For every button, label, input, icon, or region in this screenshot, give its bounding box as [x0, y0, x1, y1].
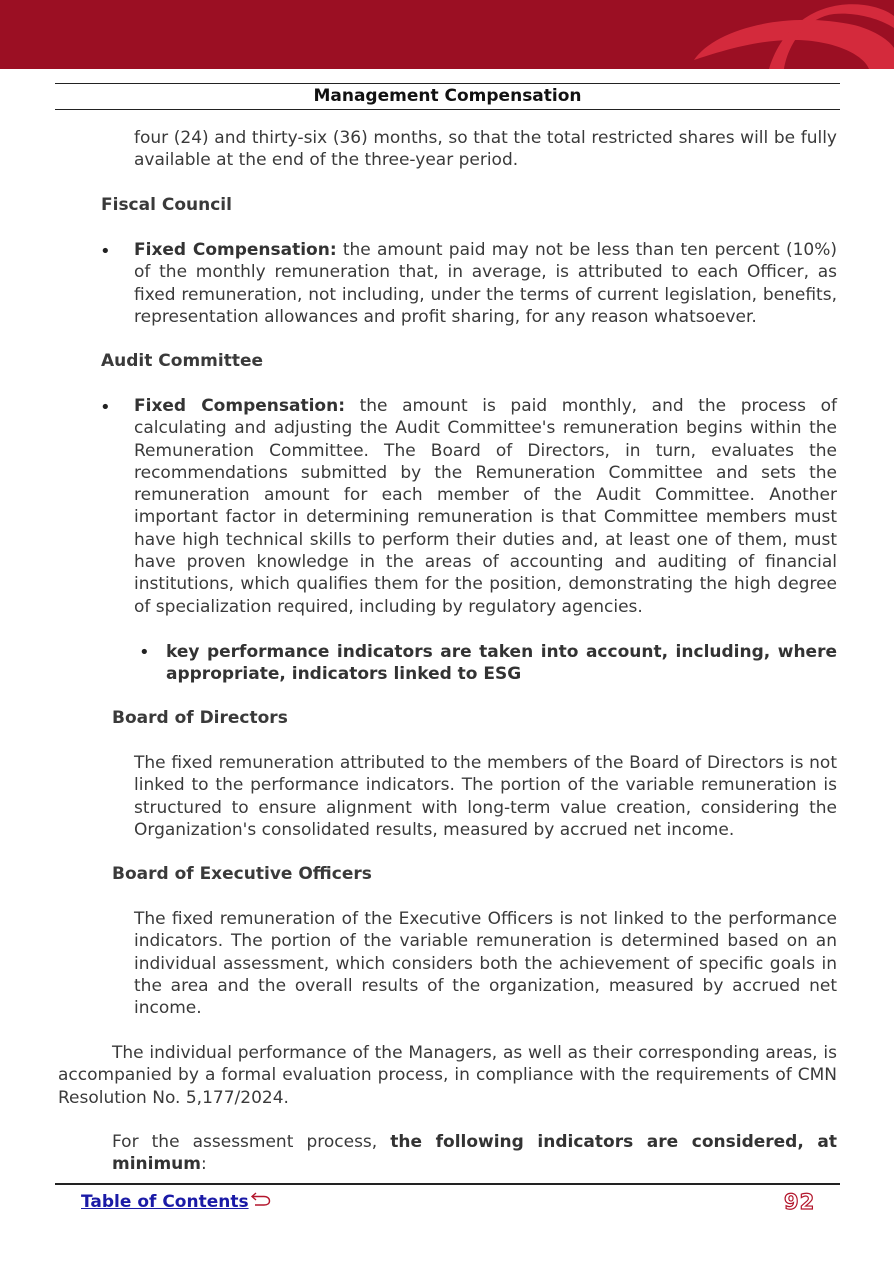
board-of-executive-officers-heading: Board of Executive Officers — [112, 864, 372, 884]
intro-continuation-paragraph: four (24) and thirty-six (36) months, so that the total restricted shares will be fully available at the end of the three-year period. — [134, 128, 837, 171]
header-rule-bottom — [55, 109, 840, 110]
header-rule-top — [55, 83, 840, 84]
audit-committee-heading: Audit Committee — [101, 351, 264, 371]
footer-rule — [55, 1183, 840, 1185]
fiscal-fixed-label: Fixed Compensation: — [134, 240, 337, 260]
fiscal-fixed-text: the amount paid may not be less than ten percent (10%) of the monthly remuneration that, in average, is attributed to each Officer, as fixed remuneration, not including, under the terms of current legislation, benefits, representation allowances and profit sharing, for any reason whatsoever. — [134, 240, 837, 327]
fiscal-council-heading: Fiscal Council — [101, 195, 232, 215]
board-of-directors-heading: Board of Directors — [112, 708, 288, 728]
page-number: 92 — [784, 1190, 816, 1214]
audit-fixed-label: Fixed Compensation: — [134, 396, 345, 416]
bullet-dot-icon: • — [100, 397, 111, 418]
table-of-contents-link[interactable]: Table of Contents — [81, 1192, 249, 1212]
managers-evaluation-paragraph: The individual performance of the Managers, as well as their corresponding areas, is accompanied by a formal evaluation process, in compliance with the requirements of CMN Resolution No. 5,177/2024. — [58, 1043, 837, 1108]
bullet-dot-icon: • — [100, 241, 111, 262]
assessment-prefix: For the assessment process, — [112, 1132, 391, 1152]
fiscal-fixed-compensation-item — [134, 239, 837, 328]
board-of-directors-paragraph: The fixed remuneration attributed to the members of the Board of Directors is not linked to the performance indicators. The portion of the variable remuneration is structured to ensure alignment with long-term value creation, considering the Organization's consolidated results, measured by accrued net income. — [134, 753, 837, 840]
header-banner — [0, 0, 894, 69]
assessment-process-paragraph — [112, 1131, 837, 1176]
assessment-suffix: : — [201, 1154, 207, 1175]
bullet-dot-icon: • — [139, 642, 150, 663]
assessment-bold: the following indicators are considered, at minimum — [112, 1132, 837, 1175]
return-arrow-icon[interactable] — [250, 1190, 272, 1208]
audit-fixed-text: the amount is paid monthly, and the process of calculating and adjusting the Audit Committee's remuneration begins within the Remuneration Committee. The Board of Directors, in turn, evaluates the recommendations submitted by the Remuneration Committee and sets the remuneration amount for each member of the Audit Committee. Another important factor in determining remuneration is that Committee members must have high technical skills to perform their duties and, at least one of them, must have proven knowledge in the areas of accounting and auditing of financial institutions, which qualifies them for the position, demonstrating the high degree of specialization required, including by regulatory agencies. — [134, 396, 837, 617]
board-of-executive-officers-paragraph: The fixed remuneration of the Executive Officers is not linked to the performance indicators. The portion of the variable remuneration is determined based on an individual assessment, which considers both the achievement of specific goals in the area and the overall results of the organization, measured by accrued net income. — [134, 909, 837, 1019]
audit-fixed-compensation-item — [134, 395, 837, 618]
kpi-bullet-item: key performance indicators are taken into account, including, where appropriate, indicators linked to ESG — [166, 642, 837, 685]
brand-swoosh-icon — [674, 0, 894, 69]
page-title: Management Compensation — [313, 86, 582, 106]
